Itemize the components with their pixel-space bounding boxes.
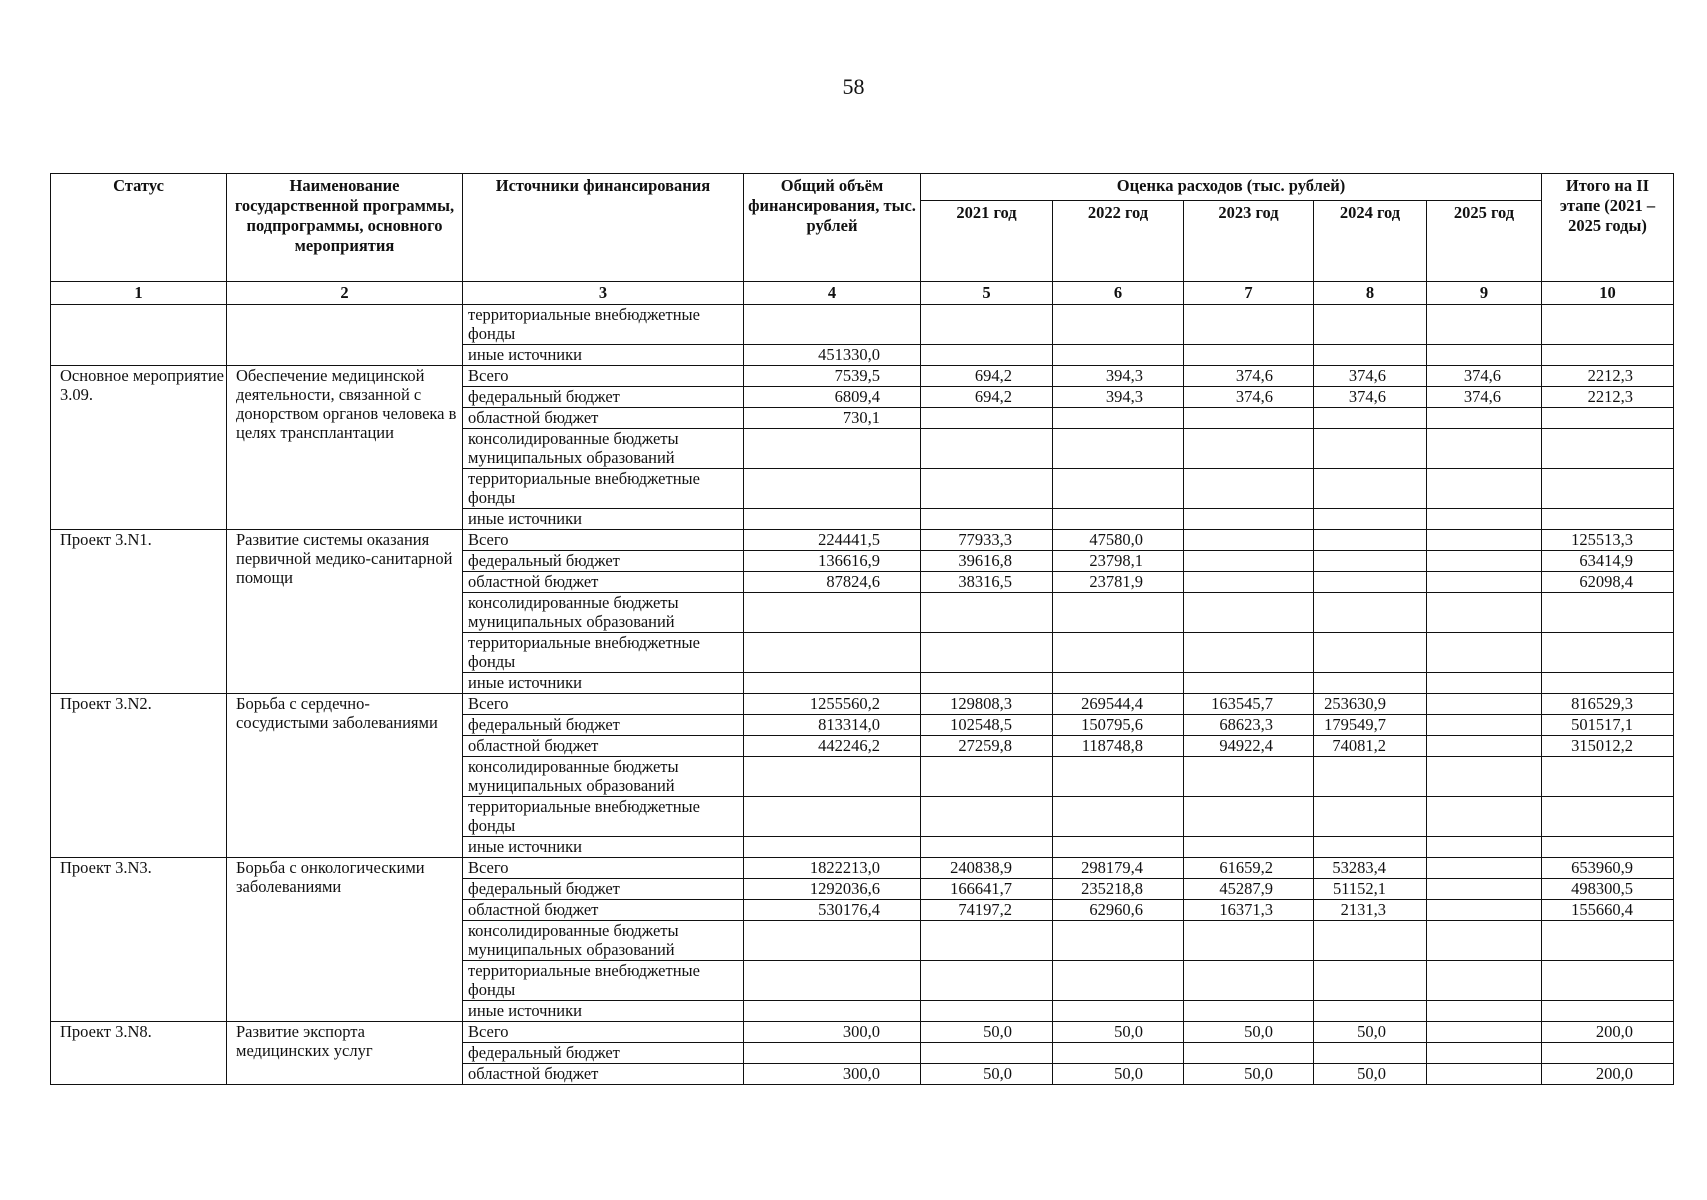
value-cell [921, 961, 1053, 1001]
value-cell: 62098,4 [1542, 572, 1674, 593]
value-cell [1542, 797, 1674, 837]
status-cell [51, 305, 227, 366]
column-number: 5 [921, 282, 1053, 305]
status-cell: Проект 3.N3. [51, 858, 227, 1022]
value-cell [1427, 429, 1542, 469]
value-cell [1427, 1001, 1542, 1022]
source-cell: иные источники [463, 345, 744, 366]
value-cell [1053, 345, 1184, 366]
value-cell [744, 593, 921, 633]
source-cell: федеральный бюджет [463, 1043, 744, 1064]
value-cell [1184, 1001, 1314, 1022]
value-cell: 501517,1 [1542, 715, 1674, 736]
value-cell [1053, 408, 1184, 429]
value-cell: 2131,3 [1314, 900, 1427, 921]
value-cell: 374,6 [1314, 366, 1427, 387]
value-cell [1427, 572, 1542, 593]
value-cell [1053, 593, 1184, 633]
header-year: 2024 год [1314, 201, 1427, 282]
value-cell [921, 593, 1053, 633]
value-cell [1184, 797, 1314, 837]
value-cell [1184, 673, 1314, 694]
column-number: 10 [1542, 282, 1674, 305]
value-cell: 269544,4 [1053, 694, 1184, 715]
value-cell: 7539,5 [744, 366, 921, 387]
value-cell [921, 408, 1053, 429]
header-sources: Источники финансирования [463, 174, 744, 282]
value-cell [1184, 469, 1314, 509]
value-cell [1184, 551, 1314, 572]
value-cell [1542, 593, 1674, 633]
value-cell [1053, 921, 1184, 961]
header-stage-total: Итого на II этапе (2021 – 2025 годы) [1542, 174, 1674, 282]
value-cell [1542, 305, 1674, 345]
name-cell [227, 305, 463, 366]
value-cell [1542, 509, 1674, 530]
source-cell: областной бюджет [463, 1064, 744, 1085]
value-cell: 694,2 [921, 366, 1053, 387]
column-number: 2 [227, 282, 463, 305]
value-cell [744, 509, 921, 530]
value-cell [1427, 715, 1542, 736]
value-cell: 50,0 [1184, 1064, 1314, 1085]
value-cell [1314, 305, 1427, 345]
value-cell: 530176,4 [744, 900, 921, 921]
value-cell: 1255560,2 [744, 694, 921, 715]
value-cell [1427, 837, 1542, 858]
value-cell: 451330,0 [744, 345, 921, 366]
value-cell: 1292036,6 [744, 879, 921, 900]
value-cell [1542, 961, 1674, 1001]
value-cell [1184, 345, 1314, 366]
value-cell [1053, 509, 1184, 530]
value-cell [1314, 530, 1427, 551]
value-cell: 498300,5 [1542, 879, 1674, 900]
source-cell: территориальные внебюджетные фонды [463, 469, 744, 509]
value-cell [1427, 551, 1542, 572]
value-cell [1053, 429, 1184, 469]
table-row [51, 694, 1674, 715]
value-cell [744, 757, 921, 797]
value-cell [1427, 900, 1542, 921]
value-cell [1314, 408, 1427, 429]
column-number: 4 [744, 282, 921, 305]
value-cell: 77933,3 [921, 530, 1053, 551]
value-cell: 374,6 [1427, 387, 1542, 408]
value-cell: 300,0 [744, 1064, 921, 1085]
value-cell [1427, 879, 1542, 900]
source-cell: областной бюджет [463, 736, 744, 757]
value-cell [1427, 694, 1542, 715]
financing-table [50, 173, 1674, 1085]
value-cell [1542, 921, 1674, 961]
status-cell: Основное мероприятие 3.09. [51, 366, 227, 530]
value-cell: 53283,4 [1314, 858, 1427, 879]
value-cell [1314, 572, 1427, 593]
value-cell [921, 921, 1053, 961]
value-cell: 2212,3 [1542, 366, 1674, 387]
value-cell: 74197,2 [921, 900, 1053, 921]
source-cell: территориальные внебюджетные фонды [463, 633, 744, 673]
value-cell [1314, 797, 1427, 837]
source-cell: Всего [463, 694, 744, 715]
source-cell: федеральный бюджет [463, 715, 744, 736]
value-cell [1427, 797, 1542, 837]
value-cell [1542, 757, 1674, 797]
value-cell: 50,0 [921, 1064, 1053, 1085]
value-cell [921, 469, 1053, 509]
header-year: 2021 год [921, 201, 1053, 282]
source-cell: Всего [463, 1022, 744, 1043]
value-cell [1184, 961, 1314, 1001]
source-cell: Всего [463, 366, 744, 387]
value-cell: 653960,9 [1542, 858, 1674, 879]
value-cell: 300,0 [744, 1022, 921, 1043]
value-cell [744, 1043, 921, 1064]
value-cell [1314, 509, 1427, 530]
value-cell [1427, 509, 1542, 530]
value-cell [1314, 633, 1427, 673]
value-cell [1053, 1001, 1184, 1022]
value-cell [921, 305, 1053, 345]
status-cell: Проект 3.N8. [51, 1022, 227, 1085]
value-cell [744, 305, 921, 345]
value-cell [1542, 429, 1674, 469]
column-number: 7 [1184, 282, 1314, 305]
value-cell [921, 757, 1053, 797]
value-cell: 200,0 [1542, 1022, 1674, 1043]
value-cell: 163545,7 [1184, 694, 1314, 715]
value-cell [1427, 593, 1542, 633]
value-cell: 374,6 [1314, 387, 1427, 408]
value-cell: 315012,2 [1542, 736, 1674, 757]
value-cell [1184, 509, 1314, 530]
source-cell: консолидированные бюджеты муниципальных образований [463, 593, 744, 633]
value-cell [1427, 736, 1542, 757]
source-cell: консолидированные бюджеты муниципальных образований [463, 429, 744, 469]
value-cell [1053, 797, 1184, 837]
value-cell [1427, 408, 1542, 429]
value-cell: 45287,9 [1184, 879, 1314, 900]
value-cell: 87824,6 [744, 572, 921, 593]
source-cell: территориальные внебюджетные фонды [463, 961, 744, 1001]
value-cell [1053, 837, 1184, 858]
value-cell [1427, 961, 1542, 1001]
table-body [51, 305, 1674, 1085]
value-cell [921, 797, 1053, 837]
value-cell [1427, 469, 1542, 509]
value-cell [1542, 673, 1674, 694]
value-cell [1427, 530, 1542, 551]
value-cell [1427, 345, 1542, 366]
value-cell [1427, 305, 1542, 345]
header-year: 2025 год [1427, 201, 1542, 282]
table-row [51, 858, 1674, 879]
value-cell: 50,0 [1053, 1064, 1184, 1085]
value-cell [1053, 305, 1184, 345]
value-cell [1427, 757, 1542, 797]
value-cell: 74081,2 [1314, 736, 1427, 757]
header-name: Наименование государственной программы, подпрограммы, основного мероприятия [227, 174, 463, 282]
value-cell: 224441,5 [744, 530, 921, 551]
value-cell [1184, 572, 1314, 593]
value-cell: 68623,3 [1184, 715, 1314, 736]
value-cell: 23781,9 [1053, 572, 1184, 593]
column-number: 8 [1314, 282, 1427, 305]
name-cell: Обеспечение медицинской деятельности, связанной с донорством органов человека в целях трансплантации [227, 366, 463, 530]
value-cell: 50,0 [1314, 1064, 1427, 1085]
source-cell: областной бюджет [463, 408, 744, 429]
value-cell [1053, 757, 1184, 797]
page-number: 58 [842, 74, 865, 99]
source-cell: консолидированные бюджеты муниципальных образований [463, 921, 744, 961]
value-cell: 694,2 [921, 387, 1053, 408]
header-row [51, 174, 1674, 201]
value-cell: 200,0 [1542, 1064, 1674, 1085]
source-cell: территориальные внебюджетные фонды [463, 305, 744, 345]
value-cell: 374,6 [1184, 387, 1314, 408]
value-cell [1427, 1064, 1542, 1085]
value-cell [744, 1001, 921, 1022]
header-total: Общий объём финансирования, тыс. рублей [744, 174, 921, 282]
value-cell: 235218,8 [1053, 879, 1184, 900]
source-cell: областной бюджет [463, 900, 744, 921]
table-row [51, 530, 1674, 551]
status-cell: Проект 3.N1. [51, 530, 227, 694]
value-cell: 374,6 [1184, 366, 1314, 387]
value-cell: 16371,3 [1184, 900, 1314, 921]
value-cell [744, 673, 921, 694]
value-cell: 38316,5 [921, 572, 1053, 593]
value-cell: 179549,7 [1314, 715, 1427, 736]
source-cell: федеральный бюджет [463, 879, 744, 900]
value-cell [1542, 469, 1674, 509]
value-cell [1184, 429, 1314, 469]
value-cell: 94922,4 [1184, 736, 1314, 757]
value-cell [1314, 921, 1427, 961]
value-cell: 394,3 [1053, 387, 1184, 408]
value-cell [1427, 673, 1542, 694]
value-cell [744, 921, 921, 961]
value-cell: 253630,9 [1314, 694, 1427, 715]
value-cell: 50,0 [1184, 1022, 1314, 1043]
source-cell: иные источники [463, 837, 744, 858]
value-cell [1053, 633, 1184, 673]
value-cell [1184, 593, 1314, 633]
value-cell: 730,1 [744, 408, 921, 429]
value-cell: 102548,5 [921, 715, 1053, 736]
value-cell: 47580,0 [1053, 530, 1184, 551]
column-number: 9 [1427, 282, 1542, 305]
value-cell [744, 469, 921, 509]
value-cell [921, 633, 1053, 673]
value-cell: 118748,8 [1053, 736, 1184, 757]
value-cell [1314, 673, 1427, 694]
value-cell: 129808,3 [921, 694, 1053, 715]
value-cell: 150795,6 [1053, 715, 1184, 736]
value-cell: 125513,3 [1542, 530, 1674, 551]
source-cell: иные источники [463, 1001, 744, 1022]
value-cell [921, 673, 1053, 694]
value-cell [921, 345, 1053, 366]
value-cell [1184, 921, 1314, 961]
source-cell: территориальные внебюджетные фонды [463, 797, 744, 837]
value-cell [1542, 633, 1674, 673]
value-cell: 51152,1 [1314, 879, 1427, 900]
value-cell [744, 961, 921, 1001]
value-cell [744, 429, 921, 469]
value-cell [921, 1001, 1053, 1022]
value-cell: 155660,4 [1542, 900, 1674, 921]
value-cell [744, 837, 921, 858]
name-cell: Борьба с сердечно-сосудистыми заболеваниями [227, 694, 463, 858]
value-cell [1314, 1043, 1427, 1064]
value-cell [1542, 837, 1674, 858]
value-cell: 240838,9 [921, 858, 1053, 879]
value-cell: 816529,3 [1542, 694, 1674, 715]
name-cell: Борьба с онкологическими заболеваниями [227, 858, 463, 1022]
value-cell [1427, 921, 1542, 961]
value-cell: 6809,4 [744, 387, 921, 408]
value-cell [1542, 1043, 1674, 1064]
value-cell [1184, 530, 1314, 551]
name-cell: Развитие системы оказания первичной медико-санитарной помощи [227, 530, 463, 694]
value-cell: 50,0 [1314, 1022, 1427, 1043]
name-cell: Развитие экспорта медицинских услуг [227, 1022, 463, 1085]
value-cell [1314, 429, 1427, 469]
source-cell: консолидированные бюджеты муниципальных образований [463, 757, 744, 797]
value-cell: 50,0 [921, 1022, 1053, 1043]
header-status: Статус [51, 174, 227, 282]
source-cell: Всего [463, 858, 744, 879]
value-cell: 166641,7 [921, 879, 1053, 900]
column-number: 3 [463, 282, 744, 305]
table-row [51, 366, 1674, 387]
value-cell [1314, 593, 1427, 633]
value-cell: 1822213,0 [744, 858, 921, 879]
value-cell [921, 509, 1053, 530]
column-number: 1 [51, 282, 227, 305]
value-cell [1184, 1043, 1314, 1064]
value-cell [1427, 1022, 1542, 1043]
value-cell: 27259,8 [921, 736, 1053, 757]
value-cell [1184, 837, 1314, 858]
value-cell: 23798,1 [1053, 551, 1184, 572]
source-cell: иные источники [463, 509, 744, 530]
value-cell [1314, 961, 1427, 1001]
value-cell [1427, 633, 1542, 673]
value-cell [1427, 1043, 1542, 1064]
value-cell [1053, 673, 1184, 694]
value-cell [744, 633, 921, 673]
value-cell [1314, 551, 1427, 572]
value-cell: 374,6 [1427, 366, 1542, 387]
source-cell: Всего [463, 530, 744, 551]
value-cell: 298179,4 [1053, 858, 1184, 879]
value-cell [1314, 757, 1427, 797]
value-cell: 39616,8 [921, 551, 1053, 572]
value-cell [1053, 1043, 1184, 1064]
value-cell: 2212,3 [1542, 387, 1674, 408]
value-cell [1314, 345, 1427, 366]
value-cell [921, 1043, 1053, 1064]
source-cell: федеральный бюджет [463, 387, 744, 408]
value-cell: 63414,9 [1542, 551, 1674, 572]
header-year: 2023 год [1184, 201, 1314, 282]
table-row [51, 1022, 1674, 1043]
header-estimate: Оценка расходов (тыс. рублей) [921, 174, 1542, 201]
value-cell [1542, 345, 1674, 366]
value-cell [1427, 858, 1542, 879]
value-cell [1184, 633, 1314, 673]
source-cell: иные источники [463, 673, 744, 694]
value-cell [1314, 1001, 1427, 1022]
value-cell [744, 797, 921, 837]
table-row [51, 305, 1674, 345]
value-cell [921, 837, 1053, 858]
value-cell: 50,0 [1053, 1022, 1184, 1043]
column-number: 6 [1053, 282, 1184, 305]
value-cell [1314, 837, 1427, 858]
value-cell [1542, 408, 1674, 429]
header-year: 2022 год [1053, 201, 1184, 282]
value-cell [1184, 757, 1314, 797]
status-cell: Проект 3.N2. [51, 694, 227, 858]
value-cell: 61659,2 [1184, 858, 1314, 879]
value-cell [1184, 305, 1314, 345]
value-cell [921, 429, 1053, 469]
value-cell: 442246,2 [744, 736, 921, 757]
value-cell: 62960,6 [1053, 900, 1184, 921]
value-cell [1542, 1001, 1674, 1022]
value-cell [1314, 469, 1427, 509]
value-cell [1053, 961, 1184, 1001]
value-cell: 394,3 [1053, 366, 1184, 387]
value-cell [1053, 469, 1184, 509]
value-cell [1184, 408, 1314, 429]
value-cell: 136616,9 [744, 551, 921, 572]
source-cell: областной бюджет [463, 572, 744, 593]
source-cell: федеральный бюджет [463, 551, 744, 572]
value-cell: 813314,0 [744, 715, 921, 736]
column-number-row [51, 282, 1674, 305]
